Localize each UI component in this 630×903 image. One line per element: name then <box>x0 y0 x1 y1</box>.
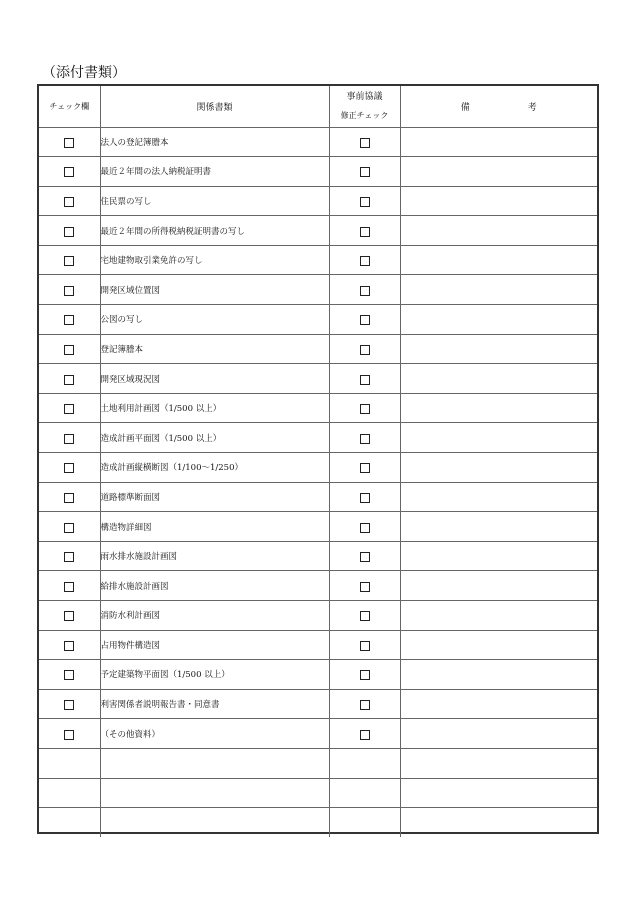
revision-check-cell[interactable] <box>329 127 400 157</box>
document-name: 登記簿謄本 <box>100 334 329 364</box>
revision-checkbox[interactable] <box>360 404 370 414</box>
check-cell <box>39 778 100 808</box>
revision-checkbox[interactable] <box>360 256 370 266</box>
check-checkbox[interactable] <box>64 315 74 325</box>
revision-checkbox[interactable] <box>360 463 370 473</box>
revision-check-cell[interactable] <box>329 305 400 335</box>
revision-check-cell[interactable] <box>329 275 400 305</box>
remarks-cell[interactable] <box>400 157 597 187</box>
remarks-cell[interactable] <box>400 423 597 453</box>
remarks-cell[interactable] <box>400 305 597 335</box>
remarks-cell[interactable] <box>400 601 597 631</box>
revision-check-cell[interactable] <box>329 216 400 246</box>
check-cell[interactable] <box>39 453 100 483</box>
check-cell[interactable] <box>39 571 100 601</box>
table-header-row <box>39 86 597 127</box>
revision-checkbox[interactable] <box>360 345 370 355</box>
header-documents-label: 関係書類 <box>196 102 233 113</box>
remarks-cell[interactable] <box>400 630 597 660</box>
table-row <box>39 453 597 483</box>
revision-check-cell[interactable] <box>329 423 400 453</box>
check-checkbox[interactable] <box>64 670 74 680</box>
revision-check-cell[interactable] <box>329 660 400 690</box>
document-name: 住民票の写し <box>100 186 329 216</box>
document-name: 造成計画縦横断図（1/100～1/250） <box>100 453 329 483</box>
table-row <box>39 482 597 512</box>
check-checkbox[interactable] <box>64 641 74 651</box>
revision-checkbox[interactable] <box>360 611 370 621</box>
check-checkbox[interactable] <box>64 404 74 414</box>
table-row <box>39 157 597 187</box>
revision-checkbox[interactable] <box>360 641 370 651</box>
table-row <box>39 571 597 601</box>
check-checkbox[interactable] <box>64 700 74 710</box>
check-checkbox[interactable] <box>64 434 74 444</box>
header-prior-consultation <box>329 86 400 127</box>
remarks-cell[interactable] <box>400 393 597 423</box>
revision-checkbox[interactable] <box>360 493 370 503</box>
check-cell[interactable] <box>39 689 100 719</box>
document-name: 法人の登記簿謄本 <box>100 127 329 157</box>
document-name: 利害関係者説明報告書・同意書 <box>100 689 329 719</box>
document-name <box>100 808 329 838</box>
table-row <box>39 689 597 719</box>
header-check-label: チェック欄 <box>49 101 90 111</box>
check-checkbox[interactable] <box>64 582 74 592</box>
check-cell[interactable] <box>39 482 100 512</box>
table-row <box>39 808 597 838</box>
document-name: 道路標準断面図 <box>100 482 329 512</box>
check-checkbox[interactable] <box>64 523 74 533</box>
revision-checkbox[interactable] <box>360 700 370 710</box>
check-checkbox[interactable] <box>64 256 74 266</box>
remarks-cell[interactable] <box>400 334 597 364</box>
revision-checkbox[interactable] <box>360 138 370 148</box>
check-checkbox[interactable] <box>64 730 74 740</box>
check-checkbox[interactable] <box>64 227 74 237</box>
check-checkbox[interactable] <box>64 167 74 177</box>
revision-checkbox[interactable] <box>360 434 370 444</box>
revision-check-cell[interactable] <box>329 630 400 660</box>
remarks-cell[interactable] <box>400 660 597 690</box>
remarks-cell[interactable] <box>400 748 597 778</box>
table-row <box>39 364 597 394</box>
attachments-table-frame <box>37 84 599 834</box>
document-name: 構造物詳細図 <box>100 512 329 542</box>
revision-checkbox[interactable] <box>360 375 370 385</box>
remarks-cell[interactable] <box>400 453 597 483</box>
table-row <box>39 719 597 749</box>
check-cell[interactable] <box>39 393 100 423</box>
table-row <box>39 512 597 542</box>
table-row <box>39 127 597 157</box>
revision-check-cell[interactable] <box>329 512 400 542</box>
revision-check-cell <box>329 808 400 838</box>
table-row <box>39 423 597 453</box>
revision-checkbox[interactable] <box>360 315 370 325</box>
check-cell[interactable] <box>39 157 100 187</box>
revision-check-cell[interactable] <box>329 334 400 364</box>
revision-checkbox[interactable] <box>360 582 370 592</box>
check-checkbox[interactable] <box>64 552 74 562</box>
table-row <box>39 245 597 275</box>
remarks-cell[interactable] <box>400 245 597 275</box>
check-checkbox[interactable] <box>64 286 74 296</box>
check-cell[interactable] <box>39 334 100 364</box>
header-remarks-char1: 備 <box>460 102 470 113</box>
revision-check-cell <box>329 778 400 808</box>
check-checkbox[interactable] <box>64 375 74 385</box>
document-name <box>100 778 329 808</box>
remarks-cell[interactable] <box>400 571 597 601</box>
remarks-cell[interactable] <box>400 808 597 838</box>
revision-check-cell[interactable] <box>329 601 400 631</box>
revision-checkbox[interactable] <box>360 670 370 680</box>
remarks-cell[interactable] <box>400 719 597 749</box>
table-row <box>39 334 597 364</box>
revision-check-cell[interactable] <box>329 245 400 275</box>
revision-check-cell[interactable] <box>329 482 400 512</box>
table-row <box>39 630 597 660</box>
check-checkbox[interactable] <box>64 197 74 207</box>
remarks-cell[interactable] <box>400 186 597 216</box>
revision-checkbox[interactable] <box>360 227 370 237</box>
table-row <box>39 601 597 631</box>
revision-check-cell[interactable] <box>329 157 400 187</box>
revision-check-cell[interactable] <box>329 571 400 601</box>
check-cell[interactable] <box>39 275 100 305</box>
document-name: 公図の写し <box>100 305 329 335</box>
document-name: 最近２年間の法人納税証明書 <box>100 157 329 187</box>
document-name: 給排水施設計画図 <box>100 571 329 601</box>
table-row <box>39 275 597 305</box>
remarks-cell[interactable] <box>400 216 597 246</box>
revision-check-cell[interactable] <box>329 541 400 571</box>
remarks-cell[interactable] <box>400 778 597 808</box>
revision-check-cell[interactable] <box>329 393 400 423</box>
revision-checkbox[interactable] <box>360 167 370 177</box>
remarks-cell[interactable] <box>400 127 597 157</box>
header-remarks-char2: 考 <box>527 102 537 113</box>
check-checkbox[interactable] <box>64 463 74 473</box>
header-revision-check-label: 修正チェック <box>340 110 389 120</box>
check-cell[interactable] <box>39 423 100 453</box>
check-cell[interactable] <box>39 660 100 690</box>
table-row <box>39 748 597 778</box>
revision-checkbox[interactable] <box>360 286 370 296</box>
document-name: 占用物件構造図 <box>100 630 329 660</box>
document-name: 開発区域現況図 <box>100 364 329 394</box>
table-row <box>39 186 597 216</box>
attachments-table <box>39 86 597 837</box>
check-checkbox[interactable] <box>64 138 74 148</box>
check-cell[interactable] <box>39 186 100 216</box>
revision-checkbox[interactable] <box>360 552 370 562</box>
revision-checkbox[interactable] <box>360 730 370 740</box>
revision-check-cell[interactable] <box>329 689 400 719</box>
table-row <box>39 393 597 423</box>
table-row <box>39 541 597 571</box>
check-cell <box>39 748 100 778</box>
remarks-cell[interactable] <box>400 482 597 512</box>
remarks-cell[interactable] <box>400 512 597 542</box>
document-name: 消防水利計画図 <box>100 601 329 631</box>
check-cell[interactable] <box>39 364 100 394</box>
remarks-cell[interactable] <box>400 275 597 305</box>
revision-check-cell[interactable] <box>329 186 400 216</box>
header-prior-consultation-label: 事前協議 <box>346 91 383 102</box>
remarks-cell[interactable] <box>400 689 597 719</box>
check-cell[interactable] <box>39 541 100 571</box>
document-name: 土地利用計画図（1/500 以上） <box>100 393 329 423</box>
table-row <box>39 778 597 808</box>
document-name: 開発区域位置図 <box>100 275 329 305</box>
revision-check-cell[interactable] <box>329 364 400 394</box>
document-name: 造成計画平面図（1/500 以上） <box>100 423 329 453</box>
check-checkbox[interactable] <box>64 611 74 621</box>
document-name: 雨水排水施設計画図 <box>100 541 329 571</box>
header-check <box>39 86 100 127</box>
document-name: （その他資料） <box>100 719 329 749</box>
check-cell[interactable] <box>39 601 100 631</box>
check-cell <box>39 808 100 838</box>
document-name <box>100 748 329 778</box>
check-cell[interactable] <box>39 719 100 749</box>
header-documents <box>100 86 329 127</box>
check-cell[interactable] <box>39 216 100 246</box>
remarks-cell[interactable] <box>400 541 597 571</box>
check-cell[interactable] <box>39 127 100 157</box>
table-row <box>39 216 597 246</box>
revision-check-cell <box>329 748 400 778</box>
document-name: 予定建築物平面図（1/500 以上） <box>100 660 329 690</box>
header-remarks <box>400 86 597 127</box>
table-row <box>39 305 597 335</box>
check-checkbox[interactable] <box>64 493 74 503</box>
check-cell[interactable] <box>39 305 100 335</box>
revision-checkbox[interactable] <box>360 523 370 533</box>
check-checkbox[interactable] <box>64 345 74 355</box>
document-name: 宅地建物取引業免許の写し <box>100 245 329 275</box>
page-title: （添付書類） <box>42 65 126 81</box>
revision-check-cell[interactable] <box>329 719 400 749</box>
revision-check-cell[interactable] <box>329 453 400 483</box>
check-cell[interactable] <box>39 630 100 660</box>
check-cell[interactable] <box>39 512 100 542</box>
document-name: 最近２年間の所得税納税証明書の写し <box>100 216 329 246</box>
revision-checkbox[interactable] <box>360 197 370 207</box>
table-row <box>39 660 597 690</box>
check-cell[interactable] <box>39 245 100 275</box>
remarks-cell[interactable] <box>400 364 597 394</box>
